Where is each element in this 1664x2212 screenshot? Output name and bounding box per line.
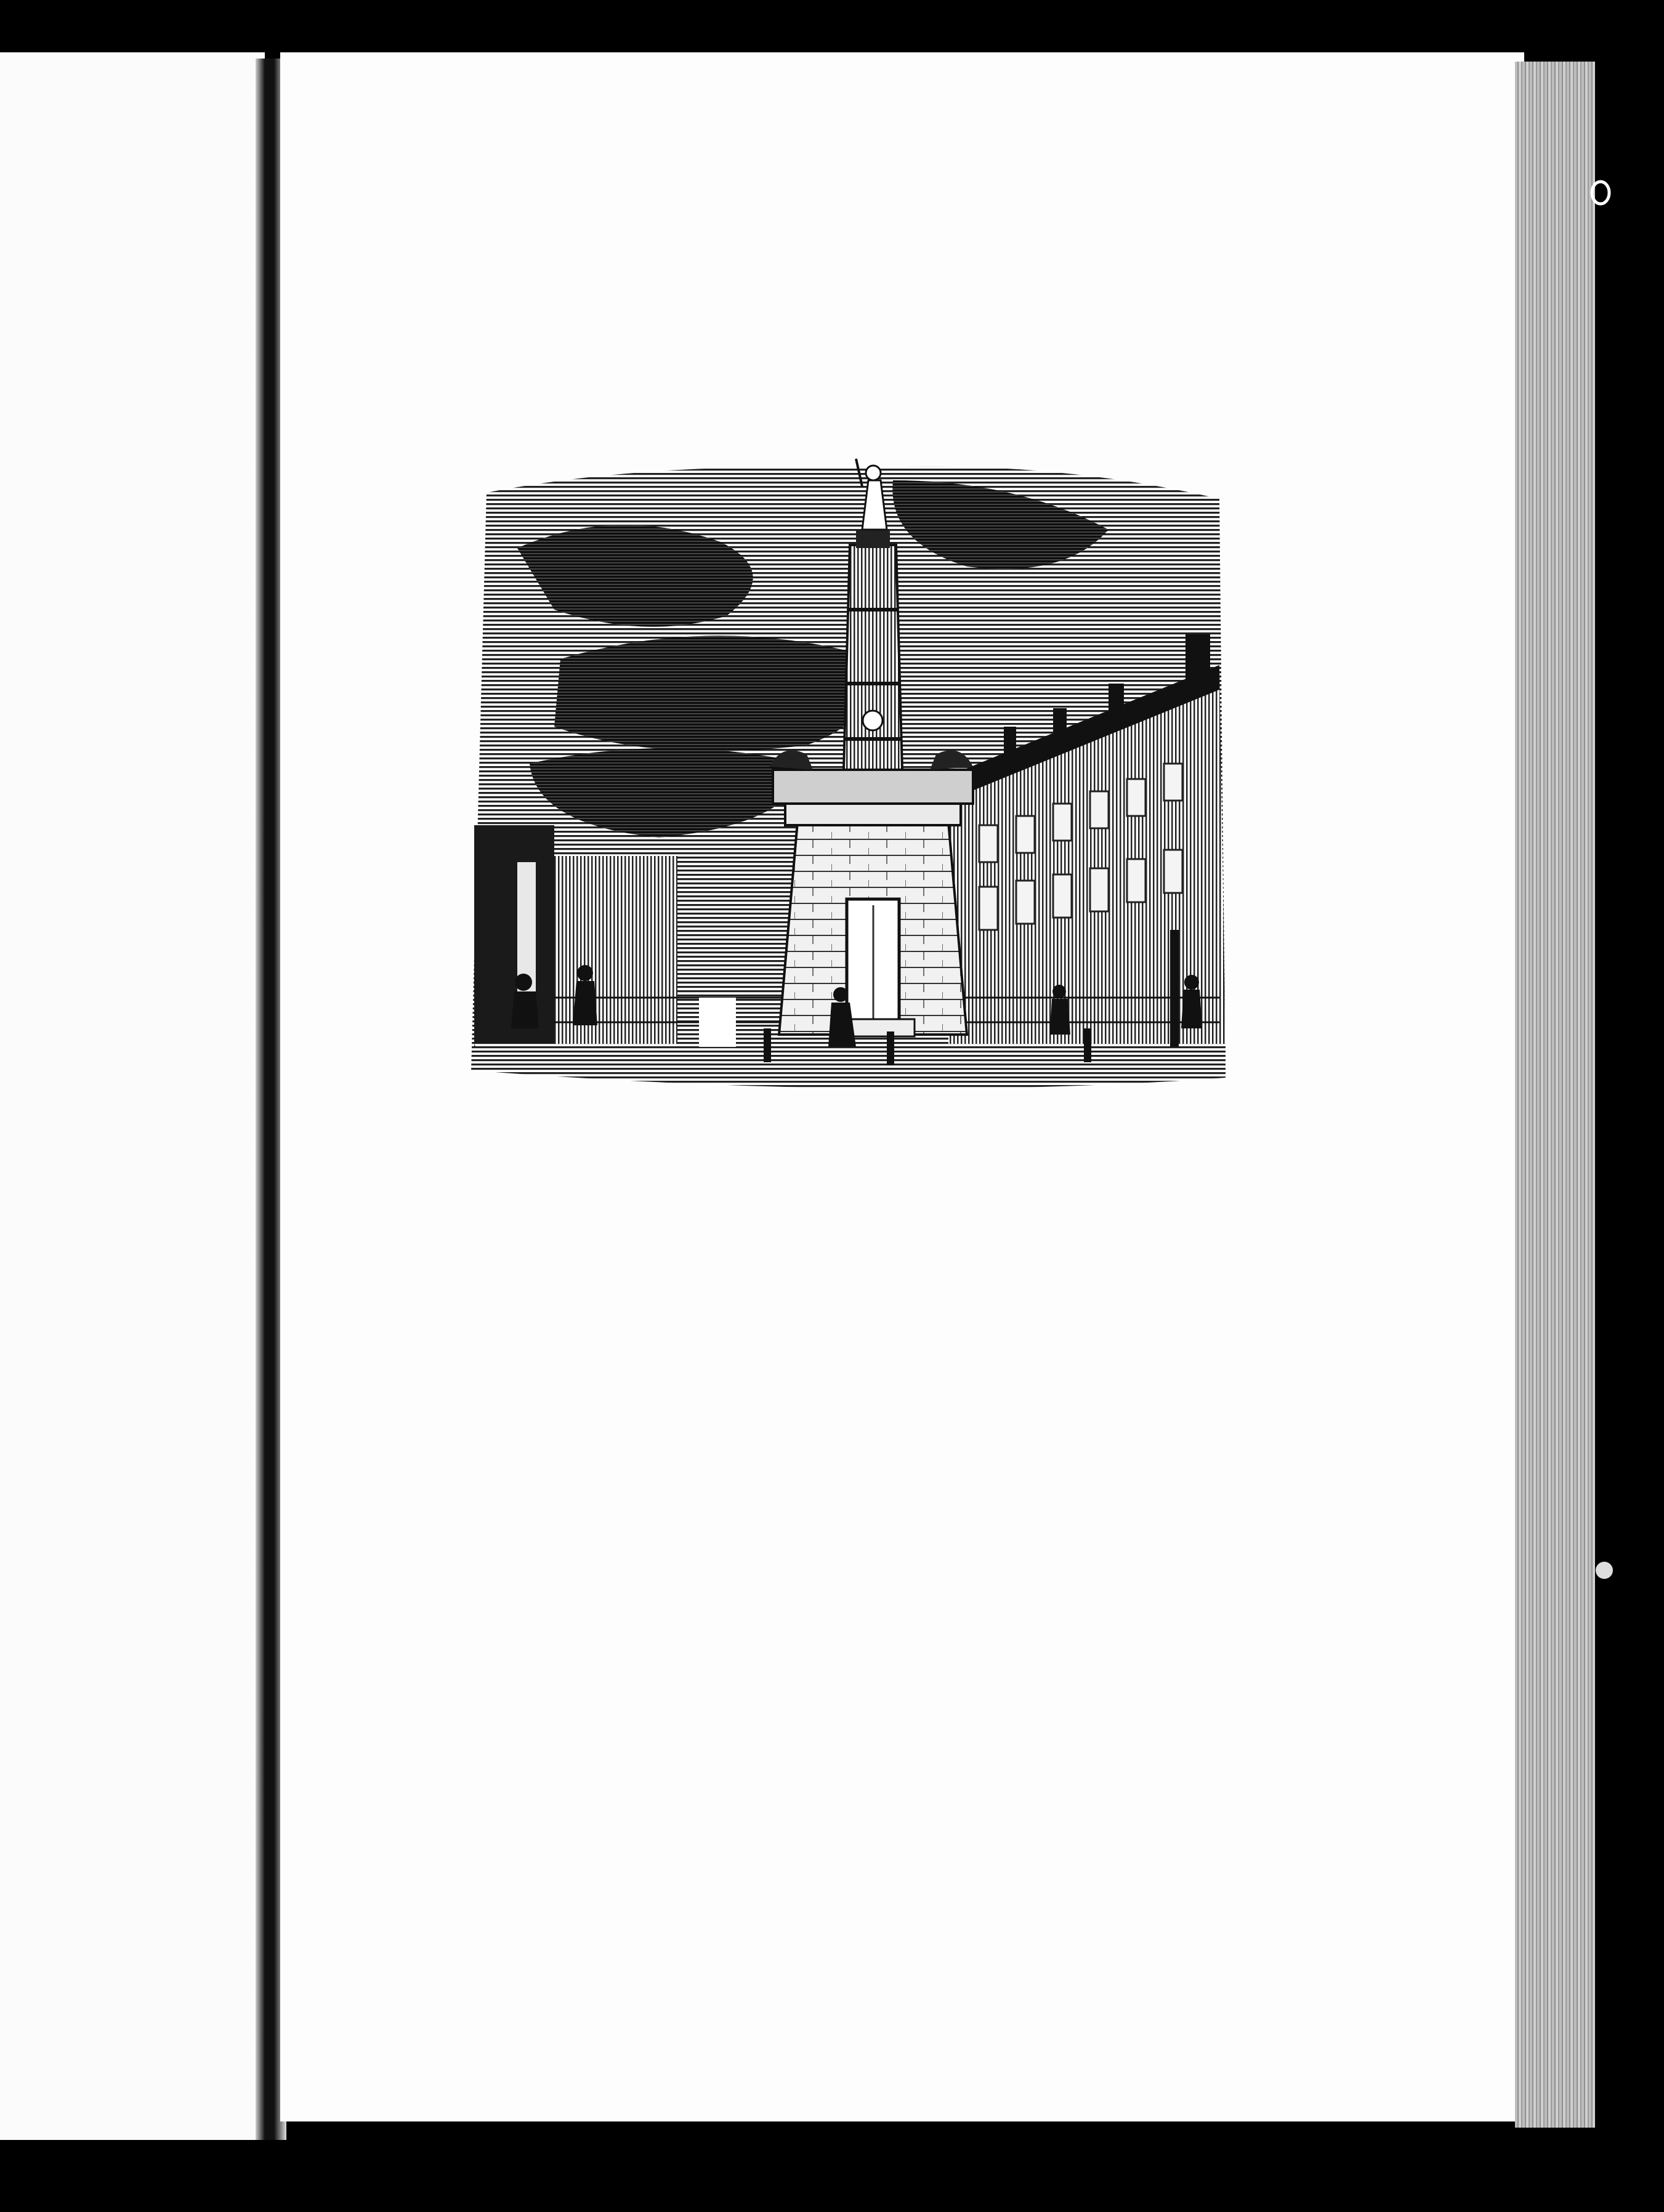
scan-border (0, 2140, 1664, 2212)
battle-monument-engraving (462, 456, 1244, 1105)
page-edges (1515, 62, 1595, 2128)
margin-ink-mark (1589, 179, 1612, 207)
left-page-text (0, 362, 113, 1877)
margin-ink-mark-2 (1592, 1558, 1617, 1583)
